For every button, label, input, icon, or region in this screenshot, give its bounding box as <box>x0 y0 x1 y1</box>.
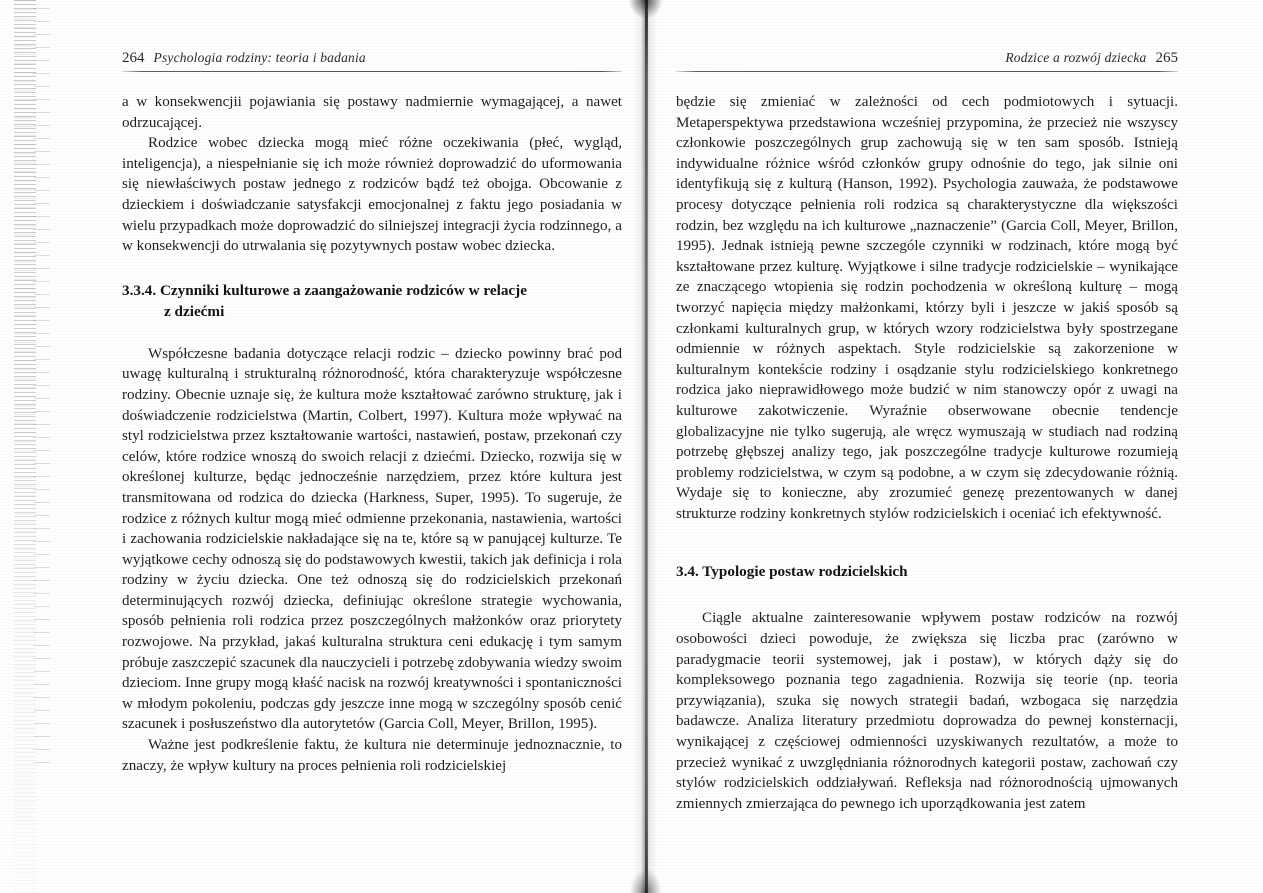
page-number-left: 264 <box>122 50 145 66</box>
paragraph: będzie się zmieniać w zależności od cech podmiotowych i sytuacji. Metaperspektywa przedstawiona wcześniej przypomina, że przecież nie wszyscy członkowie poszczególnych grup zachowują się w ten sam sposób. Istnieją indywidualne różnice wśród członków grupy odnośnie do tego, jak silnie oni identyfikują się z kulturą (Hanson, 1992). Psychologia zauważa, że podstawowe procesy dotyczące pełnienia roli rodzica są charakterystyczne dla większości rodzin, bez względu na ich kulturowe „naznaczenie” (Garcia Coll, Meyer, Brillon, 1995). Jednak istnieją pewne szczególe czynniki w rodzinach, które mogą być kształtowane przez kulturę. Wyjątkowe i silne tradycje rodzicielskie – wynikające ze znaczącego wtopienia się rodzin pochodzenia w określoną kulturę – mogą tworzyć napięcia między małżonkami, którzy byli i jeszcze w jakiś sposób są członkami kulturalnych grup, w których wzory rodzicielstwa były spostrzegane odmiennie w różnych aspektach. Style rodzicielskie są zakorzenione w kulturalnym kontekście rodziny i osądzanie stylu rodzicielskiego konkretnego rodzica jako nieprawidłowego może budzić w nim stanowczy opór z uwagi na kulturowe zakotwiczenie. Wyraźnie obserwowane obecnie tendencje globalizacyjne nie tylko sugerują, ale wręcz wymuszają w studiach nad rodziną potrzebę głębszej analizy tego, jak poszczególne tradycje kulturowe rozumieją problemy rodzicielstwa, w czym są podobne, a w czym się zdecydowanie różnią. Wydaje się to konieczne, aby zrozumieć genezę prezentowanych w danej strukturze rodziny konkretnych stylów rodzicielskich i oceniać ich efektywność. <box>676 94 1178 522</box>
section-title-line-1: Czynniki kulturowe a zaangażowanie rodziców w relacje <box>159 281 527 299</box>
running-head-right <box>676 50 1178 67</box>
section-heading-3-3-4 <box>122 280 622 322</box>
page-number-right: 265 <box>1155 50 1178 66</box>
paragraph: Współczesne badania dotyczące relacji rodzic – dziecko powinny brać pod uwagę kulturalną i strukturalną różnorodność, która charakteryzuje współczesne rodziny. Obecnie uznaje się, że kultura może kształtować zarówno strukturę, jak i doświadczenie rodzicielstwa (Martin, Colbert, 1997). Kultura może wpływać na styl rodzicielstwa przez kształtowanie wartości, nastawień, postaw, przekonań czy celów, które rodzice wnoszą do swoich relacji z dziećmi. Dziecko, rozwija się w określonej kulturze, będąc jednocześnie narzędziem, przez które kultura jest transmitowana od rodzica do dziecka (Harkness, Super, 1995). To sugeruje, że rodzice z różnych kultur mogą mieć odmienne przekonania, nastawienia, wartości i zachowania rodzicielskie nakładające się na te, które są w panującej kulturze. Te wyjątkowe cechy odnoszą się do podstawowych kwestii, takich jak definicja i rola rodziny w życiu dziecka. One też odnoszą się do rodzicielskich przekonań determinujących rozwój dziecka, definiując określone strategie wychowania, sposób pełnienia roli rodzica przez poszczególnych małżonków oraz priorytety rozwojowe. Na przykład, jakaś kulturalna struktura ceni edukację i tym samym próbuje zaszczepić szacunek dla nauczycieli i potrzebę zdobywania wiedzy swoim dzieciom. Inne grupy mogą kłaść nacisk na rozwój kreatywności i spontaniczności w młodym pokoleniu, podczas gdy jeszcze inne mogą w szczególny sposób cenić szacunek i posłuszeństwo dla autorytetów (Garcia Coll, Meyer, Brillon, 1995). <box>122 345 622 733</box>
section-title-line-2: z dziećmi <box>164 302 225 320</box>
section-heading-3-4: 3.4. Typologie postaw rodzicielskich <box>676 563 908 581</box>
running-head-title-left: Psychologia rodziny: teoria i badania <box>153 50 366 65</box>
binding-gutter-crease <box>645 0 648 893</box>
spacer <box>676 582 1178 608</box>
section-number: 3.3.4. <box>122 281 157 299</box>
running-head-title-right: Rodzice a rozwój dziecka <box>1005 50 1147 65</box>
left-page-body <box>122 92 622 776</box>
spacer <box>122 257 622 280</box>
paragraph: a w konsekwencjii pojawiania się postawy nadmiernie wymagającej, a nawet odrzucającej. <box>122 94 622 131</box>
paragraph: Ciągle aktualne zainteresowanie wpływem postaw rodziców na rozwój osobowości dzieci powoduje, że zwiększa się liczba prac (zarówno w paradygmacie teorii systemowej, jak i postaw), w których dąży się do kompleksowego poznania tego zagadnienia. Rozwija się teorie (np. teoria przywiązania), szuka się nowych strategii badań, wzbogaca się narzędzia badawcze. Analiza literatury przedmiotu doprowadza do pewnej konsternacji, wynikającej z częściowej odmienności uzyskiwanych rezultatów, a może to przecież wynikać z uwzględniania różnorodnych kategorii postaw, zachowań czy stylów rodzicielskich oddziaływań. Refleksja nad różnorodnością ujmowanych zmiennych zmierzająca do pewnego ich uporządkowania jest zatem <box>676 610 1178 812</box>
paragraph: Rodzice wobec dziecka mogą mieć różne oczekiwania (płeć, wygląd, inteligencja), a niespełnianie się ich może również doprowadzić do uformowania się niewłaściwych postaw jednego z rodziców bądź też obojga. Obcowanie z dzieckiem i doświadczanie satysfakcji emocjonalnej z faktu jego posiadania w wielu przypadkach może doprowadzić do silniejszej integracji życia rodzinnego, a w konsekwencji do utrwalania się pozytywnych postaw wobec dziecka. <box>122 135 622 255</box>
spacer <box>676 524 1178 561</box>
binding-gutter-bottom-smudge <box>626 838 664 893</box>
header-rule-right <box>676 71 1178 72</box>
scan-noise-left-edge <box>14 0 36 893</box>
running-head-left <box>122 50 622 67</box>
binding-gutter-top-smudge <box>624 0 664 42</box>
scan-noise-left-edge-secondary <box>34 8 50 768</box>
paragraph: Ważne jest podkreślenie faktu, że kultura nie determinuje jednoznacznie, to znaczy, że wpływ kultury na proces pełnienia roli rodzicielskiej <box>122 737 622 774</box>
right-page-body <box>676 92 1178 814</box>
spacer <box>122 322 622 344</box>
header-rule-left <box>122 71 622 72</box>
